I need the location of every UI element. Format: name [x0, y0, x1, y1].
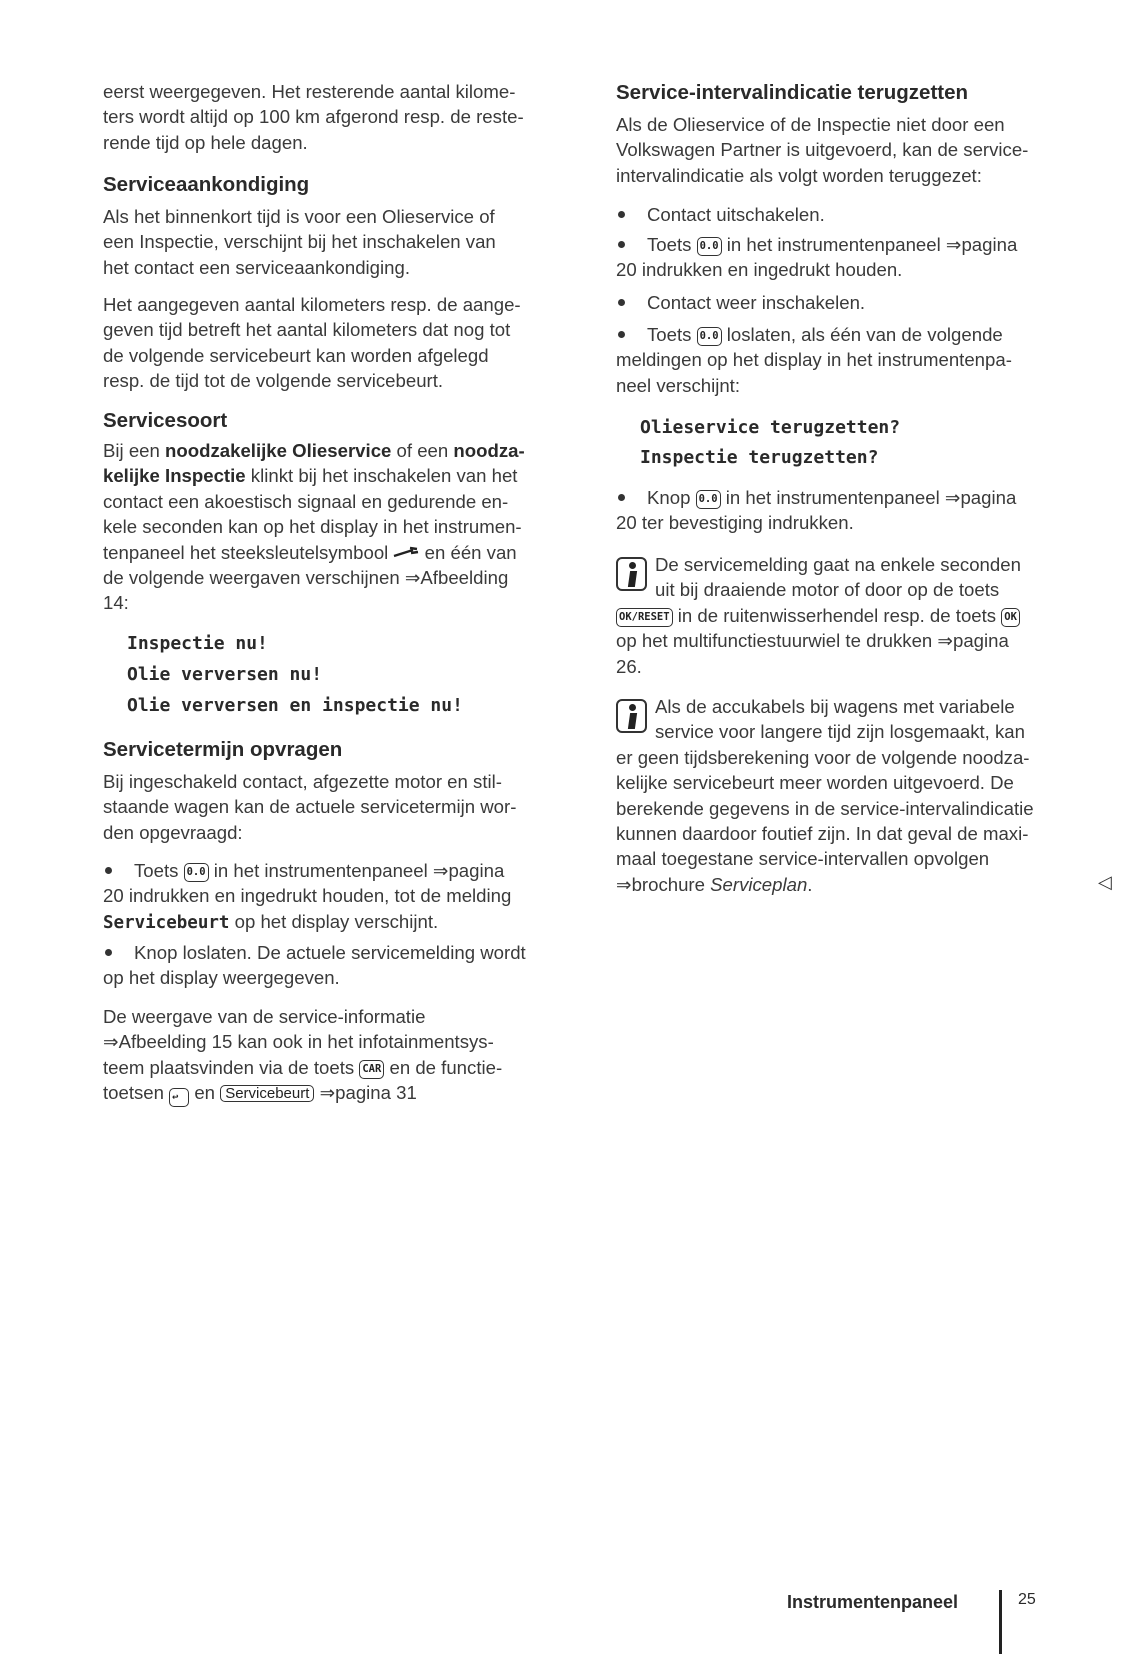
text: loslaten, als één van de volgende meldingen op het display in het instrumentenpa- neel verschijnt:	[616, 324, 1012, 396]
text: .	[807, 873, 813, 895]
bullet-item	[103, 858, 583, 936]
wrench-icon	[393, 546, 419, 558]
text: in het instrumentenpaneel ⇒pagina 20 indrukken en ingedrukt houden.	[616, 234, 1018, 281]
bold-text: noodzakelijke Olieservice	[165, 440, 392, 461]
text: Contact uitschakelen.	[647, 204, 825, 225]
bullet-item	[616, 322, 1096, 398]
display-message: Inspectie terugzetten?	[640, 447, 879, 468]
text: en de functie- toetsen	[103, 1056, 503, 1104]
text: De servicemelding gaat na enkele seconden uit bij draaiende motor of door op de toets	[655, 554, 1021, 601]
key-0-0-button-icon: 0.0	[696, 490, 721, 509]
bullet-item	[616, 485, 1096, 536]
text: Knop	[647, 487, 696, 508]
key-servicebeurt-icon: Servicebeurt	[220, 1085, 314, 1102]
key-car-icon: CAR	[359, 1060, 384, 1079]
bullet-icon	[616, 322, 647, 347]
text: en één van de volgende weergaven verschijnen ⇒Afbeelding 14:	[103, 541, 517, 614]
bullet-icon	[103, 858, 134, 883]
text: Toets	[134, 860, 184, 881]
bullet-icon	[616, 202, 647, 227]
paragraph-servicesoort	[103, 438, 583, 616]
bullet-item	[616, 202, 1096, 227]
key-ok-icon: OK	[1001, 608, 1020, 627]
paragraph: Als de Olieservice of de Inspectie niet door een Volkswagen Partner is uitgevoerd, kan de service- intervalindicatie als volgt worden teruggezet:	[616, 114, 1029, 186]
key-ok-reset-icon: OK/RESET	[616, 608, 673, 627]
info-icon	[616, 699, 647, 733]
heading-serviceaankondiging: Serviceaankondiging	[103, 173, 310, 196]
paragraph: eerst weergegeven. Het resterende aantal kilome- ters wordt altijd op 100 km afgerond resp. de reste- rende tijd op hele dagen.	[103, 81, 524, 153]
info-note	[616, 694, 1096, 897]
text: Knop loslaten. De actuele servicemelding wordt op het display weergegeven.	[103, 942, 526, 989]
display-text: Servicebeurt	[103, 912, 230, 933]
text: De weergave van de service-informatie ⇒Afbeelding 15 kan ook in het infotainmentsys- teem plaatsvinden via de toets	[103, 1006, 494, 1078]
display-message: Inspectie nu!	[127, 633, 268, 654]
text: en	[189, 1082, 221, 1104]
text: in het instrumentenpaneel ⇒pagina 20 indrukken en ingedrukt houden, tot de melding	[103, 860, 512, 907]
footer-section-title: Instrumentenpaneel	[787, 1592, 959, 1612]
bullet-item	[616, 232, 1096, 283]
text: Toets	[647, 324, 697, 345]
heading-servicesoort: Servicesoort	[103, 409, 228, 432]
key-0-0-button-icon: 0.0	[697, 237, 722, 256]
italic-text: Serviceplan	[710, 873, 808, 895]
page-number: 25	[1018, 1591, 1036, 1608]
bold-text: noodza- kelijke Inspectie	[103, 440, 525, 487]
display-message: Olieservice terugzetten?	[640, 417, 901, 438]
text: op het multifunctiestuurwiel te drukken ⇒pagina 26.	[616, 630, 1009, 677]
text: Bij een	[103, 440, 166, 461]
info-note	[616, 552, 1096, 679]
bullet-icon	[616, 290, 647, 315]
footer-divider	[999, 1590, 1002, 1654]
bullet-item	[103, 940, 583, 991]
paragraph: Bij ingeschakeld contact, afgezette motor en stil- staande wagen kan de actuele servicetermijn wor- den opgevraagd:	[103, 771, 517, 843]
paragraph	[103, 1004, 583, 1107]
heading-service-interval-reset: Service-intervalindicatie terugzetten	[616, 81, 969, 104]
paragraph: Als het binnenkort tijd is voor een Olieservice of een Inspectie, verschijnt bij het inschakelen van het contact een serviceaankondiging.	[103, 206, 496, 278]
info-icon	[616, 557, 647, 591]
bullet-icon	[103, 940, 134, 965]
heading-servicetermijn: Servicetermijn opvragen	[103, 738, 343, 761]
bullet-item	[616, 290, 1096, 315]
text: op het display verschijnt.	[229, 910, 439, 932]
text: ⇒pagina 31	[314, 1082, 417, 1104]
text: of een	[391, 440, 454, 461]
paragraph: Het aangegeven aantal kilometers resp. de aange- geven tijd betreft het aantal kilometers dat nog tot de volgende servicebeurt kan worden afgelegd resp. de tijd tot de volgende servicebeurt.	[103, 294, 521, 392]
bullet-icon	[616, 232, 647, 257]
key-0-0-button-icon: 0.0	[697, 327, 722, 346]
text: Contact weer inschakelen.	[647, 292, 866, 313]
display-message: Olie verversen en inspectie nu!	[127, 695, 463, 716]
key-0-0-button-icon: 0.0	[184, 863, 209, 882]
text: in de ruitenwisserhendel resp. de toets	[672, 604, 1002, 626]
text: in het instrumentenpaneel ⇒pagina 20 ter bevestiging indrukken.	[616, 487, 1017, 534]
end-of-section-icon: ◁	[1098, 872, 1112, 892]
text: Toets	[647, 234, 697, 255]
text: klinkt bij het inschakelen van het contact een akoestisch signaal en gedurende en- kele seconden kan op het display in het instrumen- tenpaneel het steeksleutelsymbool	[103, 465, 522, 563]
bullet-icon	[616, 485, 647, 510]
display-message: Olie verversen nu!	[127, 664, 323, 685]
text: Als de accukabels bij wagens met variabele service voor langere tijd zijn losgemaakt, kan er geen tijdsberekening voor de volgende noodza- kelijke servicebeurt meer worden uitgevoerd. De berekende gegevens in de service-intervalindicatie kunnen daardoor foutief zijn. In dat geval de maxi- maal toegestane service-intervallen opvolgen ⇒brochure	[616, 696, 1034, 895]
function-key-icon: ↩	[169, 1088, 189, 1107]
